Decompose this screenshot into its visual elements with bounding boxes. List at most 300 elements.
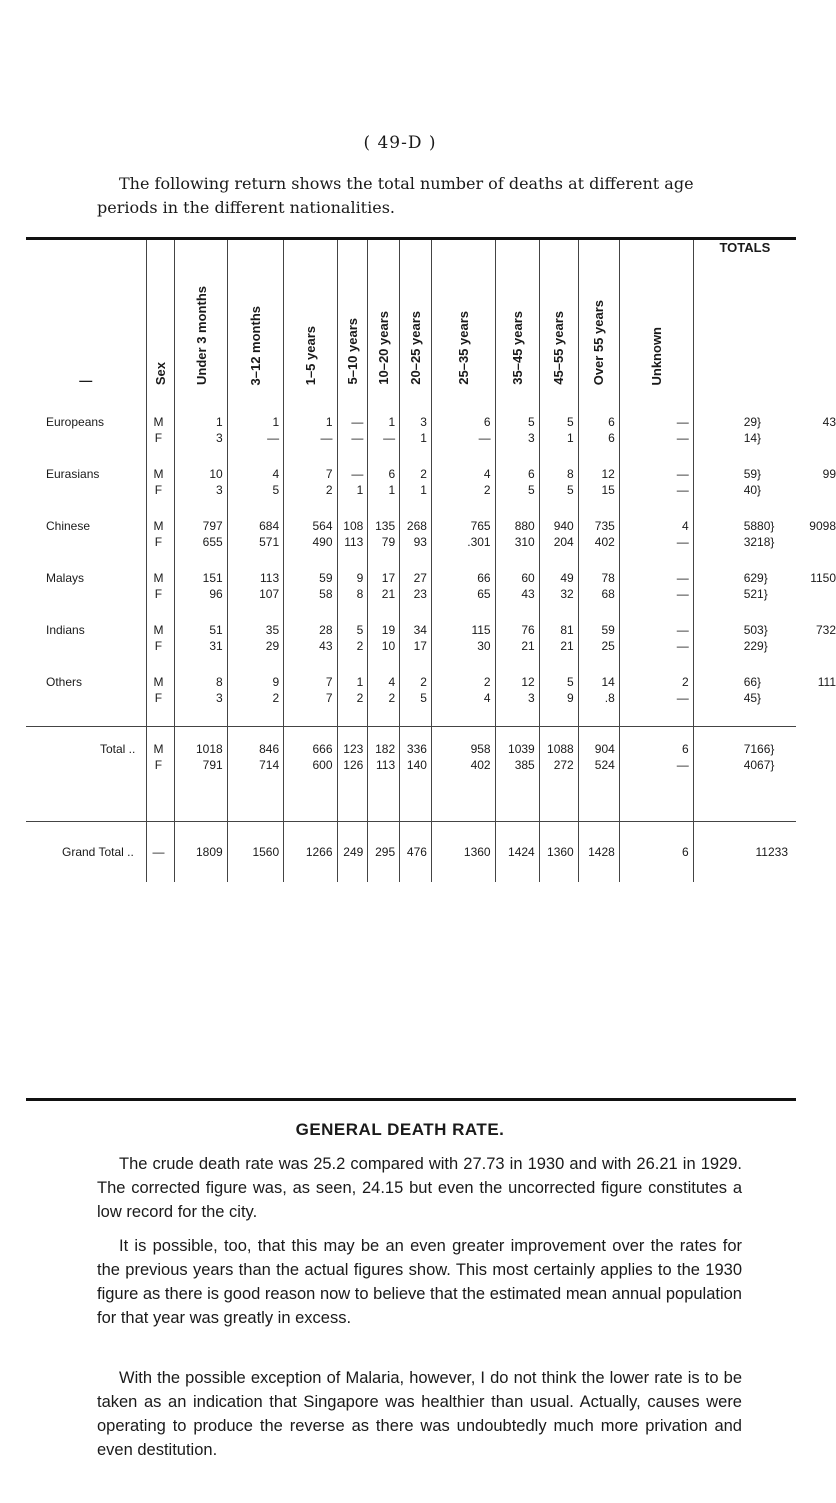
cell-m: 797 xyxy=(202,519,223,533)
value-cell xyxy=(539,727,578,822)
cell-f: 402 xyxy=(594,535,615,549)
cell-m: 17 xyxy=(381,571,396,585)
cell-f: 23 xyxy=(413,587,427,601)
value-cell xyxy=(337,674,368,727)
cell-m: 108 xyxy=(343,519,364,533)
cell-m: 8 xyxy=(567,467,574,481)
value-cell: 249 xyxy=(337,822,368,883)
cell-m: 5 xyxy=(528,415,535,429)
value-cell xyxy=(619,518,693,570)
combined-total: 99 xyxy=(822,467,836,481)
sex-cell xyxy=(146,674,175,727)
cell-m: M xyxy=(153,675,164,689)
cell-f: 1 xyxy=(567,431,574,445)
totals-cell xyxy=(693,727,796,822)
value-cell xyxy=(227,466,283,518)
cell-m: 9 xyxy=(356,571,364,585)
cell-f: 3 xyxy=(528,431,535,445)
value-cell xyxy=(578,414,619,466)
nationality-label: Malays xyxy=(46,571,85,585)
header-nationality: — xyxy=(79,373,93,388)
header-row xyxy=(26,240,796,396)
value-cell xyxy=(227,727,283,822)
cell-m: 182 xyxy=(375,742,396,756)
cell-f: 229} xyxy=(743,639,768,653)
cell-m: 268 xyxy=(406,519,427,533)
cell-m: 7 xyxy=(325,467,333,481)
cell-m: 27 xyxy=(413,571,427,585)
cell-m: 2 xyxy=(483,675,491,689)
value-cell xyxy=(431,727,495,822)
cell-m: 66} xyxy=(743,675,762,689)
value-cell xyxy=(619,570,693,622)
header-over-55-years: Over 55 years xyxy=(591,299,607,385)
cell-f: 2 xyxy=(483,483,491,497)
cell-f: 43 xyxy=(521,587,535,601)
value-cell xyxy=(368,414,400,466)
cell-f: — xyxy=(267,431,280,445)
value-cell xyxy=(400,727,432,822)
grand-total-value: 11233 xyxy=(693,822,796,883)
cell-f: — xyxy=(676,691,689,705)
header-5-10-years: 5–10 years xyxy=(344,318,360,385)
cell-f: — xyxy=(676,535,689,549)
total-row xyxy=(26,727,796,822)
cell-f: F xyxy=(154,691,163,705)
intro-paragraph: The following return shows the total number of deaths at different age periods in the different nationalities. xyxy=(97,174,694,217)
cell-f: 385 xyxy=(514,758,535,772)
cell-m: 629} xyxy=(743,571,768,585)
sex-cell xyxy=(146,727,175,822)
cell-f: 40} xyxy=(743,483,762,497)
cell-f: 5 xyxy=(528,483,535,497)
header-3-12-months: 3–12 months xyxy=(247,305,263,385)
value-cell xyxy=(495,727,539,822)
value-cell xyxy=(368,466,400,518)
cell-m: 1 xyxy=(216,415,223,429)
cell-m: — xyxy=(676,623,689,637)
header-under-3-months: Under 3 months xyxy=(193,286,209,385)
cell-m: 684 xyxy=(259,519,280,533)
combined-total: 732 xyxy=(815,623,836,637)
header-25-35-years: 25–35 years xyxy=(455,311,471,385)
value-cell xyxy=(227,518,283,570)
cell-f: 2 xyxy=(325,483,333,497)
value-cell xyxy=(337,518,368,570)
cell-f: — xyxy=(676,587,689,601)
cell-f: F xyxy=(154,758,163,772)
value-cell xyxy=(495,674,539,727)
value-cell xyxy=(400,466,432,518)
cell-m: 666 xyxy=(312,742,333,756)
value-cell xyxy=(227,674,283,727)
cell-m: 78 xyxy=(601,571,615,585)
cell-m: 3 xyxy=(420,415,427,429)
value-cell xyxy=(400,414,432,466)
cell-f: 1 xyxy=(356,483,364,497)
cell-m: 564 xyxy=(312,519,333,533)
value-cell xyxy=(337,570,368,622)
cell-f: 68 xyxy=(601,587,615,601)
cell-m: 1 xyxy=(325,415,333,429)
value-cell xyxy=(539,570,578,622)
cell-f: 2 xyxy=(356,691,364,705)
nationality-label: Eurasians xyxy=(46,467,100,481)
cell-f: 21 xyxy=(381,587,396,601)
cell-f: 1 xyxy=(420,483,427,497)
cell-m: 5 xyxy=(567,415,574,429)
cell-f: 21 xyxy=(521,639,535,653)
value-cell xyxy=(284,622,337,674)
cell-m: 4 xyxy=(388,675,396,689)
cell-m: 2 xyxy=(420,467,427,481)
cell-m: M xyxy=(153,742,164,756)
value-cell: 1360 xyxy=(431,822,495,883)
cell-f: 15 xyxy=(601,483,615,497)
cell-f: 31 xyxy=(209,639,223,653)
value-cell xyxy=(578,570,619,622)
cell-f: 79 xyxy=(381,535,396,549)
cell-f: 3218} xyxy=(743,535,775,549)
cell-m: 6 xyxy=(608,415,615,429)
cell-m: — xyxy=(351,467,364,481)
deaths-table xyxy=(26,240,836,882)
value-cell xyxy=(175,727,227,822)
cell-m: 59} xyxy=(743,467,762,481)
cell-f: — xyxy=(383,431,396,445)
cell-f: 524 xyxy=(594,758,615,772)
cell-f: 3 xyxy=(528,691,535,705)
value-cell xyxy=(400,622,432,674)
value-cell xyxy=(227,622,283,674)
cell-m: M xyxy=(153,467,164,481)
cell-m: 19 xyxy=(381,623,396,637)
combined-total: 43 xyxy=(822,415,836,429)
cell-m: 1 xyxy=(356,675,364,689)
cell-f: 1 xyxy=(388,483,396,497)
sex-cell xyxy=(146,414,175,466)
cell-f: 32 xyxy=(560,587,574,601)
table-row xyxy=(26,466,796,518)
cell-f: 113 xyxy=(376,758,396,772)
page-number: ( 49-D ) xyxy=(363,133,437,153)
cell-m: 1018 xyxy=(196,742,223,756)
cell-m: 765 xyxy=(470,519,491,533)
value-cell xyxy=(227,570,283,622)
sex-cell xyxy=(146,622,175,674)
value-cell xyxy=(175,674,227,727)
header-unknown: Unknown xyxy=(648,326,664,385)
cell-f: 30 xyxy=(477,639,491,653)
section-title: GENERAL DEATH RATE. xyxy=(295,1120,505,1139)
value-cell xyxy=(578,466,619,518)
cell-f: 5 xyxy=(420,691,427,705)
combined-total: 9098 xyxy=(809,519,836,533)
value-cell xyxy=(337,727,368,822)
cell-f: 113 xyxy=(344,535,364,549)
sex-cell xyxy=(146,466,175,518)
value-cell xyxy=(578,674,619,727)
nationality-label: Others xyxy=(46,675,83,689)
cell-f: 17 xyxy=(413,639,427,653)
cell-m: 5 xyxy=(567,675,574,689)
value-cell xyxy=(431,570,495,622)
value-cell xyxy=(431,414,495,466)
cell-f: 2 xyxy=(272,691,280,705)
cell-m: 6 xyxy=(483,415,491,429)
nationality-label: Chinese xyxy=(46,519,91,533)
cell-f: F xyxy=(154,483,163,497)
header-10-20-years: 10–20 years xyxy=(376,311,392,385)
cell-f: 43 xyxy=(319,639,333,653)
cell-m: — xyxy=(676,571,689,585)
cell-f: — xyxy=(676,639,689,653)
value-cell xyxy=(619,727,693,822)
cell-m: — xyxy=(676,467,689,481)
cell-f: — xyxy=(676,758,689,772)
value-cell xyxy=(337,414,368,466)
totals-cell xyxy=(693,622,836,674)
cell-m: M xyxy=(153,571,164,585)
cell-m: 123 xyxy=(343,742,364,756)
cell-f: 402 xyxy=(470,758,491,772)
cell-f: 5 xyxy=(567,483,574,497)
cell-m: 846 xyxy=(259,742,280,756)
cell-f: 791 xyxy=(202,758,223,772)
table-row xyxy=(26,518,796,570)
cell-m: 1 xyxy=(388,415,396,429)
cell-f: 2 xyxy=(388,691,396,705)
cell-m: 5880} xyxy=(743,519,775,533)
cell-f: 65 xyxy=(477,587,491,601)
paragraph-3: With the possible exception of Malaria, however, I do not think the lower rate is to be taken as an indication that Singapore was healthier than usual. Actually, causes were operating to produce the reverse as there was undoubtedly much more privation and even destitution. xyxy=(97,1369,742,1459)
table-bottom-rule xyxy=(26,1098,796,1101)
cell-f: 45} xyxy=(743,691,762,705)
cell-m: 336 xyxy=(406,742,427,756)
table-row xyxy=(26,674,796,727)
header-sex: Sex xyxy=(152,361,168,385)
value-cell xyxy=(284,727,337,822)
cell-f: — xyxy=(676,431,689,445)
totals-cell xyxy=(693,518,836,570)
cell-f: F xyxy=(154,639,163,653)
value-cell: 295 xyxy=(368,822,400,883)
cell-m: 59 xyxy=(601,623,615,637)
value-cell xyxy=(578,727,619,822)
value-cell: 1360 xyxy=(539,822,578,883)
cell-f: 714 xyxy=(259,758,280,772)
combined-total: 111 xyxy=(817,675,836,689)
paragraph-2: It is possible, too, that this may be an even greater improvement over the rates for the previous years than the actual figures show. This most certainly applies to the 1930 figure as there is good reason now to believe that the estimated mean annual population for that year was greatly in excess. xyxy=(97,1237,742,1327)
cell-m: 135 xyxy=(375,519,396,533)
cell-m: 5 xyxy=(356,623,364,637)
cell-f: 8 xyxy=(356,587,364,601)
cell-f: 107 xyxy=(259,587,280,601)
value-cell xyxy=(495,466,539,518)
cell-m: 958 xyxy=(470,742,491,756)
value-cell xyxy=(431,518,495,570)
grand-total-label: Grand Total .. xyxy=(26,822,146,883)
cell-m: 34 xyxy=(413,623,427,637)
value-cell xyxy=(368,622,400,674)
cell-f: 10 xyxy=(381,639,396,653)
value-cell xyxy=(578,518,619,570)
cell-m: 6 xyxy=(528,467,535,481)
cell-f: 4067} xyxy=(743,758,775,772)
value-cell xyxy=(578,622,619,674)
cell-f: 600 xyxy=(312,758,333,772)
value-cell xyxy=(284,466,337,518)
cell-m: 1 xyxy=(272,415,280,429)
cell-m: 6 xyxy=(388,467,396,481)
cell-m: 76 xyxy=(521,623,535,637)
cell-m: 2 xyxy=(420,675,427,689)
value-cell xyxy=(284,570,337,622)
cell-f: 521} xyxy=(743,587,768,601)
nationality-label: Indians xyxy=(46,623,85,637)
cell-m: M xyxy=(153,519,164,533)
sex-cell xyxy=(146,570,175,622)
value-cell xyxy=(284,518,337,570)
cell-m: 60 xyxy=(521,571,535,585)
cell-m: 940 xyxy=(553,519,574,533)
totals-cell xyxy=(693,414,836,466)
cell-m: 4 xyxy=(483,467,491,481)
value-cell xyxy=(495,622,539,674)
value-cell xyxy=(175,518,227,570)
value-cell: 1809 xyxy=(175,822,227,883)
value-cell xyxy=(175,622,227,674)
cell-f: F xyxy=(154,431,163,445)
combined-total: 1150 xyxy=(810,571,836,585)
cell-m: 49 xyxy=(560,571,574,585)
total-label: Total .. xyxy=(26,727,146,822)
cell-f: 58 xyxy=(319,587,333,601)
cell-m: 8 xyxy=(216,675,223,689)
value-cell xyxy=(539,674,578,727)
cell-m: 51 xyxy=(209,623,223,637)
cell-m: 14 xyxy=(601,675,615,689)
cell-m: 28 xyxy=(319,623,333,637)
cell-f: 1 xyxy=(420,431,427,445)
cell-m: 735 xyxy=(594,519,615,533)
value-cell xyxy=(400,518,432,570)
cell-f: 14} xyxy=(743,431,762,445)
header-totals: TOTALS xyxy=(693,240,796,396)
cell-f: 2 xyxy=(356,639,364,653)
sex-cell: — xyxy=(146,822,175,883)
value-cell: 1428 xyxy=(578,822,619,883)
cell-m: 7 xyxy=(325,675,333,689)
value-cell xyxy=(495,518,539,570)
cell-m: 6 xyxy=(682,742,689,756)
value-cell xyxy=(495,570,539,622)
nationality-label: Europeans xyxy=(46,415,105,429)
cell-f: 25 xyxy=(601,639,615,653)
cell-m: 9 xyxy=(272,675,280,689)
cell-f: 655 xyxy=(202,535,223,549)
cell-f: 96 xyxy=(209,587,223,601)
value-cell xyxy=(227,414,283,466)
cell-m: 4 xyxy=(682,519,689,533)
value-cell: 6 xyxy=(619,822,693,883)
value-cell: 1560 xyxy=(227,822,283,883)
value-cell xyxy=(495,414,539,466)
cell-f: 571 xyxy=(259,535,280,549)
cell-m: 35 xyxy=(265,623,280,637)
cell-f: 93 xyxy=(413,535,427,549)
cell-f: 3 xyxy=(216,483,223,497)
header-35-45-years: 35–45 years xyxy=(509,311,525,385)
cell-m: 1088 xyxy=(547,742,574,756)
cell-f: — xyxy=(676,483,689,497)
totals-cell xyxy=(693,570,836,622)
cell-m: 12 xyxy=(521,675,535,689)
value-cell xyxy=(431,622,495,674)
value-cell: 1424 xyxy=(495,822,539,883)
totals-cell xyxy=(693,674,836,727)
cell-m: 12 xyxy=(601,467,615,481)
cell-m: M xyxy=(153,415,164,429)
cell-m: 115 xyxy=(471,623,491,637)
value-cell xyxy=(539,518,578,570)
cell-f: 3 xyxy=(216,431,223,445)
header-20-25-years: 20–25 years xyxy=(408,311,424,385)
cell-m: 880 xyxy=(514,519,535,533)
cell-f: .301 xyxy=(467,535,491,549)
cell-m: M xyxy=(153,623,164,637)
value-cell xyxy=(368,674,400,727)
cell-m: — xyxy=(351,415,364,429)
table-row xyxy=(26,414,796,466)
sex-cell xyxy=(146,518,175,570)
value-cell xyxy=(539,622,578,674)
value-cell xyxy=(368,727,400,822)
cell-m: 151 xyxy=(202,571,223,585)
cell-m: 904 xyxy=(594,742,615,756)
value-cell: 1266 xyxy=(284,822,337,883)
header-1-5-years: 1–5 years xyxy=(302,325,318,385)
paragraph-1: The crude death rate was 25.2 compared with 27.73 in 1930 and with 26.21 in 1929. The corrected figure was, as seen, 24.15 but even the uncorrected figure constitutes a low record for the city. xyxy=(97,1155,742,1221)
value-cell xyxy=(337,622,368,674)
cell-m: 113 xyxy=(260,571,280,585)
value-cell xyxy=(284,414,337,466)
value-cell xyxy=(368,518,400,570)
cell-m: — xyxy=(676,415,689,429)
value-cell xyxy=(431,674,495,727)
cell-f: 29 xyxy=(265,639,280,653)
cell-f: 5 xyxy=(272,483,280,497)
cell-f: 9 xyxy=(567,691,574,705)
cell-m: 59 xyxy=(319,571,333,585)
cell-m: 10 xyxy=(209,467,223,481)
grand-total-row xyxy=(26,822,796,883)
value-cell xyxy=(175,466,227,518)
cell-m: 81 xyxy=(560,623,574,637)
value-cell xyxy=(619,466,693,518)
value-cell xyxy=(400,570,432,622)
cell-m: 503} xyxy=(743,623,768,637)
cell-f: 6 xyxy=(608,431,615,445)
cell-f: 7 xyxy=(325,691,333,705)
cell-f: 21 xyxy=(560,639,574,653)
table-row xyxy=(26,622,796,674)
cell-f: — xyxy=(351,431,364,445)
value-cell xyxy=(175,570,227,622)
cell-m: 29} xyxy=(743,415,762,429)
cell-f: 204 xyxy=(553,535,574,549)
table-row xyxy=(26,570,796,622)
